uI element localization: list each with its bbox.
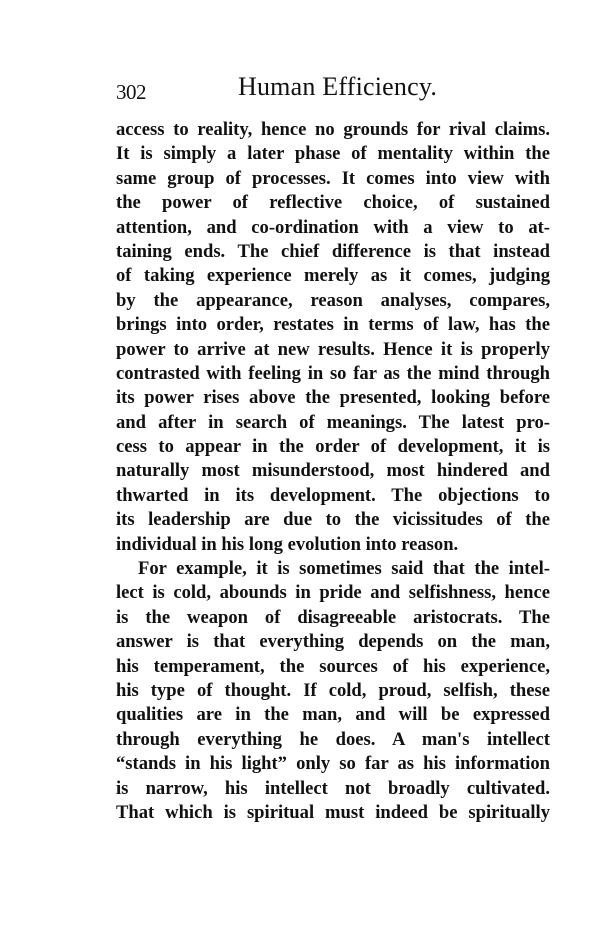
running-head <box>116 72 556 108</box>
text-line: his type of thought. If cold, proud, selfish, these <box>116 679 550 701</box>
text-line: of taking experience merely as it comes, judging <box>116 265 550 287</box>
text-line: lect is cold, abounds in pride and selfishness, hence <box>116 582 550 604</box>
text-line: the power of reflective choice, of sustained <box>116 192 550 214</box>
text-line: naturally most misunderstood, most hindered and <box>116 460 550 482</box>
text-line: power to arrive at new results. Hence it is properly <box>116 338 550 360</box>
text-line: access to reality, hence no grounds for rival claims. <box>116 119 550 140</box>
text-line: That which is spiritual must indeed be spiritually <box>116 801 550 823</box>
text-line: is narrow, his intellect not broadly cultivated. <box>116 777 550 799</box>
paragraph-start-line: For example, it is sometimes said that the intel- <box>138 558 550 580</box>
text-line: same group of processes. It comes into view with <box>116 167 550 189</box>
text-line: by the appearance, reason analyses, compares, <box>116 289 550 311</box>
body-text <box>116 118 550 825</box>
text-line: It is simply a later phase of mentality within the <box>116 143 550 165</box>
text-line: taining ends. The chief difference is that instead <box>116 240 550 262</box>
text-line: brings into order, restates in terms of law, has the <box>116 314 550 336</box>
text-line: “stands in his light” only so far as his information <box>116 753 550 775</box>
text-line: its power rises above the presented, looking before <box>116 387 550 409</box>
running-title: Human Efficiency. <box>238 72 438 101</box>
text-line: cess to appear in the order of development, it is <box>116 436 550 458</box>
text-line: and after in search of meanings. The latest pro- <box>116 411 550 433</box>
paragraph-end-line: individual in his long evolution into reason. <box>116 533 459 555</box>
text-line: contrasted with feeling in so far as the mind through <box>116 362 550 384</box>
page-number: 302 <box>116 80 146 104</box>
text-line: its leadership are due to the vicissitudes of the <box>116 509 550 531</box>
text-line: thwarted in its development. The objections to <box>116 484 550 506</box>
text-line: attention, and co-ordination with a view to at- <box>116 216 550 238</box>
text-line: through everything he does. A man's intellect <box>116 728 550 750</box>
text-line: his temperament, the sources of his experience, <box>116 655 550 677</box>
text-line: answer is that everything depends on the man, <box>116 631 550 653</box>
text-line: qualities are in the man, and will be expressed <box>116 704 550 726</box>
text-line: is the weapon of disagreeable aristocrats. The <box>116 606 550 628</box>
